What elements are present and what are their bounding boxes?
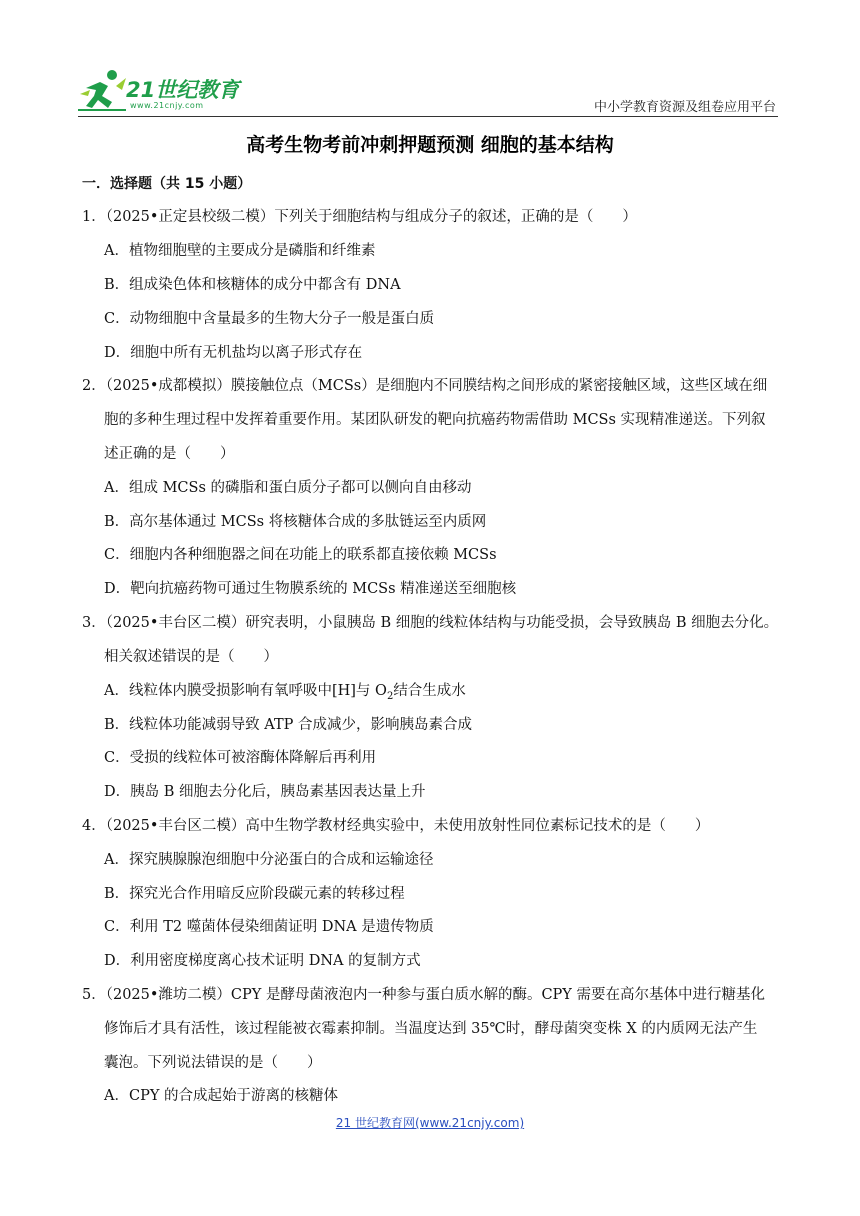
- question-3-option-a-text: A．线粒体内膜受损影响有氧呼吸中[H]与 O: [104, 683, 387, 699]
- logo-url: www.21cnjy.com: [130, 101, 204, 110]
- question-3-option-a: [104, 679, 466, 702]
- question-4-option-c: C．利用 T2 噬菌体侵染细菌证明 DNA 是遗传物质: [104, 919, 434, 935]
- question-5-stem-line1: 5．（2025•潍坊二模）CPY 是酵母菌液泡内一种参与蛋白质水解的酶。CPY 需要在高尔基体中进行糖基化: [82, 987, 765, 1003]
- question-2-option-a: A．组成 MCSs 的磷脂和蛋白质分子都可以侧向自由移动: [104, 480, 472, 496]
- question-5-stem-line2: 修饰后才具有活性，该过程能被衣霉素抑制。当温度达到 35℃时，酵母菌突变株 X 的内质网无法产生: [104, 1021, 758, 1037]
- question-5-stem-line3: 囊泡。下列说法错误的是（ ）: [104, 1055, 322, 1071]
- question-3-stem-line2: 相关叙述错误的是（ ）: [104, 649, 278, 665]
- question-5-option-a: A．CPY 的合成起始于游离的核糖体: [104, 1088, 339, 1104]
- page-header: [78, 66, 780, 116]
- question-3-stem-line1: 3．（2025•丰台区二模）研究表明，小鼠胰岛 B 细胞的线粒体结构与功能受损，会导致胰岛 B 细胞去分化。: [82, 615, 779, 631]
- question-1-option-a: A．植物细胞壁的主要成分是磷脂和纤维素: [104, 243, 376, 259]
- question-4-stem: 4．（2025•丰台区二模）高中生物学教材经典实验中，未使用放射性同位素标记技术的是（ ）: [82, 818, 710, 834]
- question-2-option-d: D．靶向抗癌药物可通过生物膜系统的 MCSs 精准递送至细胞核: [104, 581, 517, 597]
- logo: [78, 66, 253, 116]
- question-3-option-c: C．受损的线粒体可被溶酶体降解后再利用: [104, 750, 377, 766]
- question-2-stem-line2: 胞的多种生理过程中发挥着重要作用。某团队研发的靶向抗癌药物需借助 MCSs 实现精准递送。下列叙: [104, 412, 766, 428]
- question-4-option-a: A．探究胰腺腺泡细胞中分泌蛋白的合成和运输途径: [104, 852, 434, 868]
- question-3-option-a-tail: 结合生成水: [393, 683, 466, 699]
- question-2-option-b: B．高尔基体通过 MCSs 将核糖体合成的多肽链运至内质网: [104, 514, 487, 530]
- question-1-option-c: C．动物细胞中含量最多的生物大分子一般是蛋白质: [104, 311, 435, 327]
- subscript-2: 2: [386, 690, 394, 702]
- question-4-option-d: D．利用密度梯度离心技术证明 DNA 的复制方式: [104, 953, 421, 969]
- logo-text: 21世纪教育: [126, 78, 240, 102]
- question-2-stem-line3: 述正确的是（ ）: [104, 446, 235, 462]
- question-3-option-d: D．胰岛 B 细胞去分化后，胰岛素基因表达量上升: [104, 784, 426, 800]
- platform-name: 中小学教育资源及组卷应用平台: [593, 100, 776, 115]
- footer-link[interactable]: 21 世纪教育网(www.21cnjy.com): [335, 1116, 525, 1130]
- runner-logo-icon: [78, 66, 128, 114]
- section-heading: 一．选择题（共 15 小题）: [82, 176, 252, 192]
- question-3-option-b: B．线粒体功能减弱导致 ATP 合成减少，影响胰岛素合成: [104, 717, 472, 733]
- question-4-option-b: B．探究光合作用暗反应阶段碳元素的转移过程: [104, 886, 405, 902]
- question-1-option-d: D．细胞中所有无机盐均以离子形式存在: [104, 345, 363, 361]
- page-title: 高考生物考前冲刺押题预测 细胞的基本结构: [246, 134, 614, 156]
- header-divider: [78, 116, 778, 117]
- question-1-option-b: B．组成染色体和核糖体的成分中都含有 DNA: [104, 277, 401, 293]
- question-1-stem: 1．（2025•正定县校级二模）下列关于细胞结构与组成分子的叙述，正确的是（ ）: [82, 209, 637, 225]
- question-2-option-c: C．细胞内各种细胞器之间在功能上的联系都直接依赖 MCSs: [104, 547, 497, 563]
- question-2-stem-line1: 2．（2025•成都模拟）膜接触位点（MCSs）是细胞内不同膜结构之间形成的紧密接触区域，这些区域在细: [82, 378, 768, 394]
